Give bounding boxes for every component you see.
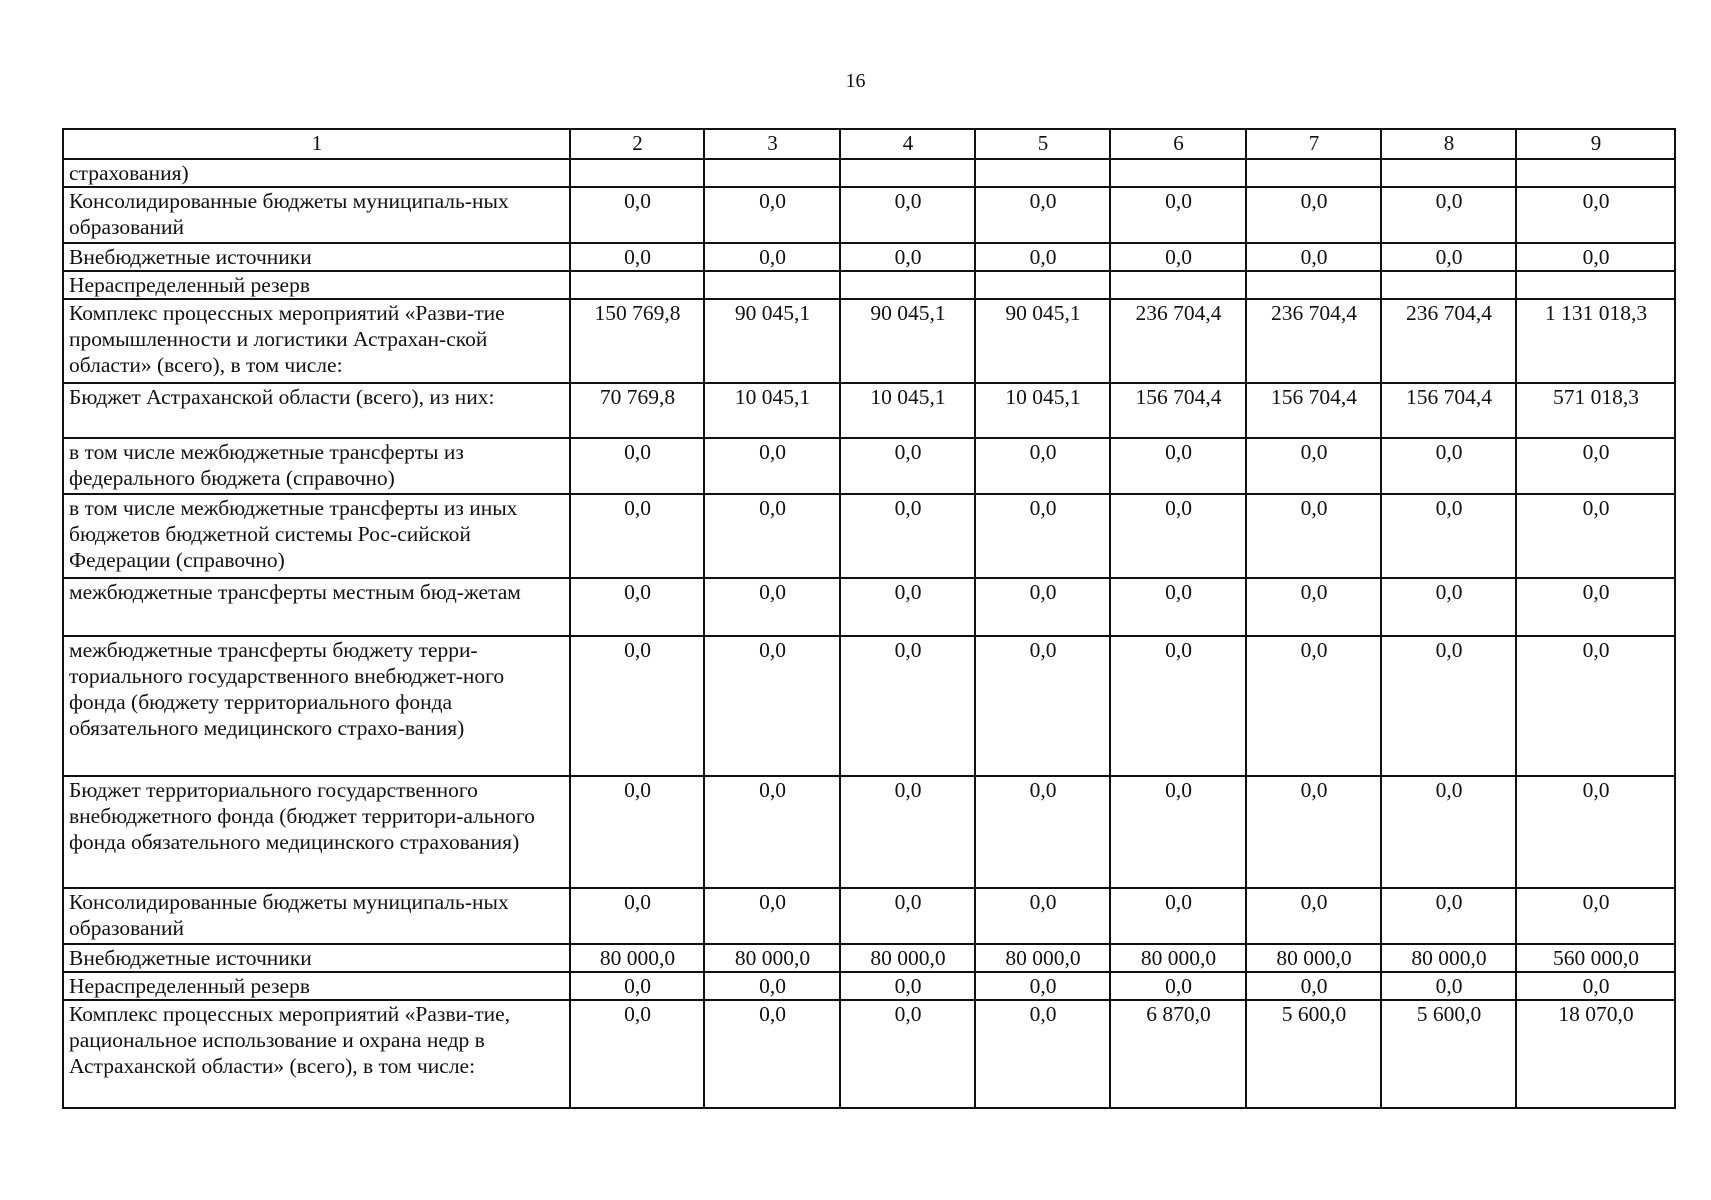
value-cell: 0,0 [570,1000,704,1108]
value-cell: 0,0 [840,1000,975,1108]
value-cell: 80 000,0 [840,944,975,972]
value-cell: 0,0 [1246,494,1381,578]
value-cell: 0,0 [1246,578,1381,636]
value-cell: 0,0 [704,494,840,578]
value-cell: 236 704,4 [1381,299,1516,383]
value-cell: 6 870,0 [1110,1000,1246,1108]
value-cell: 0,0 [704,888,840,944]
value-cell: 80 000,0 [1381,944,1516,972]
value-cell: 80 000,0 [570,944,704,972]
value-cell: 90 045,1 [704,299,840,383]
value-cell [1516,271,1675,299]
value-cell [840,159,975,187]
column-header: 2 [570,129,704,159]
value-cell: 0,0 [840,636,975,776]
value-cell: 0,0 [1381,776,1516,888]
table-row [63,383,1675,438]
value-cell: 0,0 [1110,888,1246,944]
value-cell: 10 045,1 [704,383,840,438]
value-cell: 10 045,1 [975,383,1110,438]
value-cell: 0,0 [840,494,975,578]
header-row [63,129,1675,159]
value-cell: 5 600,0 [1246,1000,1381,1108]
value-cell [1516,159,1675,187]
column-header: 8 [1381,129,1516,159]
value-cell: 1 131 018,3 [1516,299,1675,383]
value-cell: 0,0 [1381,888,1516,944]
value-cell: 0,0 [1381,636,1516,776]
value-cell [1246,159,1381,187]
value-cell: 80 000,0 [1246,944,1381,972]
row-label: в том числе межбюджетные трансферты из иных бюджетов бюджетной системы Рос-сийской Федерации (справочно) [63,494,570,578]
value-cell: 0,0 [1246,438,1381,494]
value-cell: 0,0 [1110,494,1246,578]
value-cell: 0,0 [570,438,704,494]
table-row [63,888,1675,944]
value-cell: 0,0 [1381,187,1516,243]
value-cell: 0,0 [840,243,975,271]
table-row [63,299,1675,383]
column-header: 5 [975,129,1110,159]
value-cell: 0,0 [704,578,840,636]
value-cell [570,271,704,299]
value-cell: 0,0 [840,776,975,888]
column-header: 9 [1516,129,1675,159]
value-cell: 0,0 [975,1000,1110,1108]
value-cell: 0,0 [840,438,975,494]
value-cell [1381,271,1516,299]
value-cell: 0,0 [1381,972,1516,1000]
value-cell: 0,0 [570,494,704,578]
value-cell: 0,0 [975,972,1110,1000]
table-row [63,159,1675,187]
value-cell: 0,0 [1110,187,1246,243]
row-label: Консолидированные бюджеты муниципаль-ных образований [63,888,570,944]
page-number: 16 [845,70,866,92]
value-cell: 0,0 [1110,776,1246,888]
column-header: 6 [1110,129,1246,159]
value-cell [1110,159,1246,187]
value-cell: 80 000,0 [704,944,840,972]
table-row [63,271,1675,299]
value-cell: 90 045,1 [840,299,975,383]
value-cell: 0,0 [1246,776,1381,888]
table-row [63,972,1675,1000]
value-cell: 0,0 [1246,187,1381,243]
row-label: Комплекс процессных мероприятий «Разви-тие, рациональное использование и охрана недр в Астраханской области» (всего), в том числе: [63,1000,570,1108]
column-header: 1 [63,129,570,159]
value-cell: 0,0 [975,187,1110,243]
value-cell: 0,0 [1110,243,1246,271]
value-cell [570,159,704,187]
value-cell: 0,0 [570,243,704,271]
table-row [63,494,1675,578]
value-cell: 0,0 [840,578,975,636]
value-cell: 0,0 [1516,438,1675,494]
value-cell: 0,0 [1381,438,1516,494]
value-cell: 0,0 [704,776,840,888]
value-cell: 0,0 [704,438,840,494]
value-cell: 560 000,0 [1516,944,1675,972]
row-label: Бюджет Астраханской области (всего), из них: [63,383,570,438]
column-header: 4 [840,129,975,159]
table-row [63,636,1675,776]
table-body [63,129,1675,1108]
value-cell: 0,0 [704,187,840,243]
value-cell [1381,159,1516,187]
value-cell: 0,0 [570,578,704,636]
value-cell: 0,0 [1381,243,1516,271]
value-cell: 150 769,8 [570,299,704,383]
table-row [63,438,1675,494]
value-cell: 0,0 [1516,578,1675,636]
value-cell: 156 704,4 [1381,383,1516,438]
value-cell: 70 769,8 [570,383,704,438]
value-cell: 0,0 [1246,243,1381,271]
value-cell: 0,0 [1516,636,1675,776]
table-row [63,187,1675,243]
row-label: Нераспределенный резерв [63,972,570,1000]
budget-table [62,128,1676,1109]
row-label: Бюджет территориального государственного внебюджетного фонда (бюджет территори-ального фонда обязательного медицинского страхования) [63,776,570,888]
value-cell: 236 704,4 [1110,299,1246,383]
value-cell: 0,0 [1246,636,1381,776]
value-cell: 156 704,4 [1246,383,1381,438]
value-cell [1246,271,1381,299]
value-cell: 0,0 [1110,578,1246,636]
row-label: страхования) [63,159,570,187]
value-cell: 80 000,0 [975,944,1110,972]
value-cell: 0,0 [975,438,1110,494]
row-label: Внебюджетные источники [63,243,570,271]
row-label: Комплекс процессных мероприятий «Разви-тие промышленности и логистики Астрахан-ской области» (всего), в том числе: [63,299,570,383]
value-cell: 18 070,0 [1516,1000,1675,1108]
value-cell [704,271,840,299]
table-row [63,776,1675,888]
value-cell: 0,0 [840,187,975,243]
row-label: в том числе межбюджетные трансферты из федерального бюджета (справочно) [63,438,570,494]
value-cell [1110,271,1246,299]
value-cell: 0,0 [1516,187,1675,243]
value-cell: 0,0 [840,972,975,1000]
value-cell: 80 000,0 [1110,944,1246,972]
value-cell: 0,0 [704,243,840,271]
value-cell [975,159,1110,187]
row-label: Внебюджетные источники [63,944,570,972]
value-cell: 0,0 [570,776,704,888]
value-cell: 0,0 [570,972,704,1000]
value-cell: 5 600,0 [1381,1000,1516,1108]
value-cell: 0,0 [1246,888,1381,944]
column-header: 7 [1246,129,1381,159]
value-cell: 10 045,1 [840,383,975,438]
value-cell: 0,0 [975,578,1110,636]
row-label: межбюджетные трансферты бюджету терри-ториального государственного внебюджет-ного фонда (бюджету территориального фонда обязательного медицинского страхо-вания) [63,636,570,776]
value-cell: 156 704,4 [1110,383,1246,438]
column-header: 3 [704,129,840,159]
value-cell: 0,0 [1381,494,1516,578]
value-cell: 0,0 [1110,636,1246,776]
value-cell [704,159,840,187]
value-cell: 0,0 [1516,494,1675,578]
value-cell: 0,0 [975,494,1110,578]
value-cell: 571 018,3 [1516,383,1675,438]
value-cell [840,271,975,299]
value-cell: 0,0 [975,636,1110,776]
value-cell: 0,0 [1516,776,1675,888]
value-cell [975,271,1110,299]
value-cell: 0,0 [1110,972,1246,1000]
table-row [63,1000,1675,1108]
value-cell: 0,0 [975,776,1110,888]
value-cell: 0,0 [1381,578,1516,636]
value-cell: 0,0 [570,636,704,776]
value-cell: 0,0 [840,888,975,944]
value-cell: 0,0 [1516,972,1675,1000]
row-label: Консолидированные бюджеты муниципаль-ных образований [63,187,570,243]
table-row [63,578,1675,636]
value-cell: 0,0 [1246,972,1381,1000]
table-row [63,243,1675,271]
value-cell: 0,0 [704,636,840,776]
value-cell: 0,0 [704,972,840,1000]
value-cell: 90 045,1 [975,299,1110,383]
value-cell: 0,0 [704,1000,840,1108]
value-cell: 0,0 [570,187,704,243]
row-label: межбюджетные трансферты местным бюд-жетам [63,578,570,636]
value-cell: 0,0 [975,888,1110,944]
value-cell: 0,0 [1110,438,1246,494]
value-cell: 0,0 [570,888,704,944]
value-cell: 236 704,4 [1246,299,1381,383]
table-row [63,944,1675,972]
row-label: Нераспределенный резерв [63,271,570,299]
value-cell: 0,0 [1516,243,1675,271]
value-cell: 0,0 [975,243,1110,271]
value-cell: 0,0 [1516,888,1675,944]
